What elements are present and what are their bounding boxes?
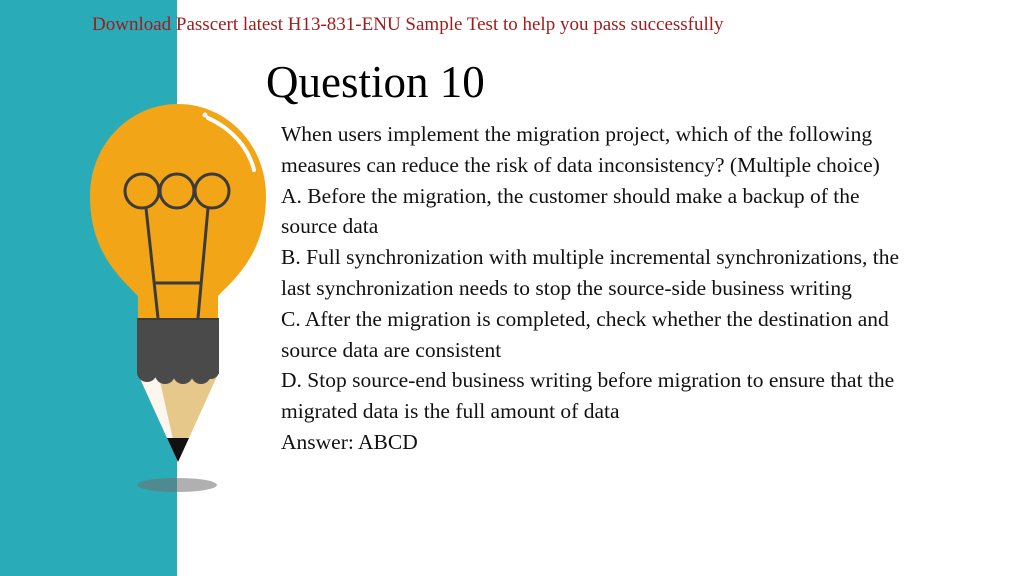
question-body <box>281 119 1011 458</box>
question-line: measures can reduce the risk of data inconsistency? (Multiple choice) <box>281 152 880 177</box>
answer-line: Answer: ABCD <box>281 429 418 454</box>
option-b-line: B. Full synchronization with multiple incremental synchronizations, the <box>281 245 900 270</box>
pencil-tip <box>167 438 189 462</box>
option-c-line: source data are consistent <box>281 337 502 362</box>
option-c-line: C. After the migration is completed, check whether the destination and <box>281 306 889 331</box>
shadow <box>137 478 217 492</box>
question-line: When users implement the migration project, which of the following <box>281 122 873 146</box>
lightbulb-pencil-icon <box>80 100 280 500</box>
option-d-line: D. Stop source-end business writing before migration to ensure that the <box>281 368 895 393</box>
bulb-glass <box>90 104 266 320</box>
download-banner: Download Passcert latest H13-831-ENU Sample Test to help you pass successfully <box>92 14 724 35</box>
question-title: Question 10 <box>266 57 485 107</box>
option-d-line: migrated data is the full amount of data <box>281 399 620 424</box>
option-a-line: A. Before the migration, the customer should make a backup of the <box>281 183 860 208</box>
option-a-line: source data <box>281 214 379 239</box>
option-b-line: last synchronization needs to stop the source-side business writing <box>281 275 852 300</box>
